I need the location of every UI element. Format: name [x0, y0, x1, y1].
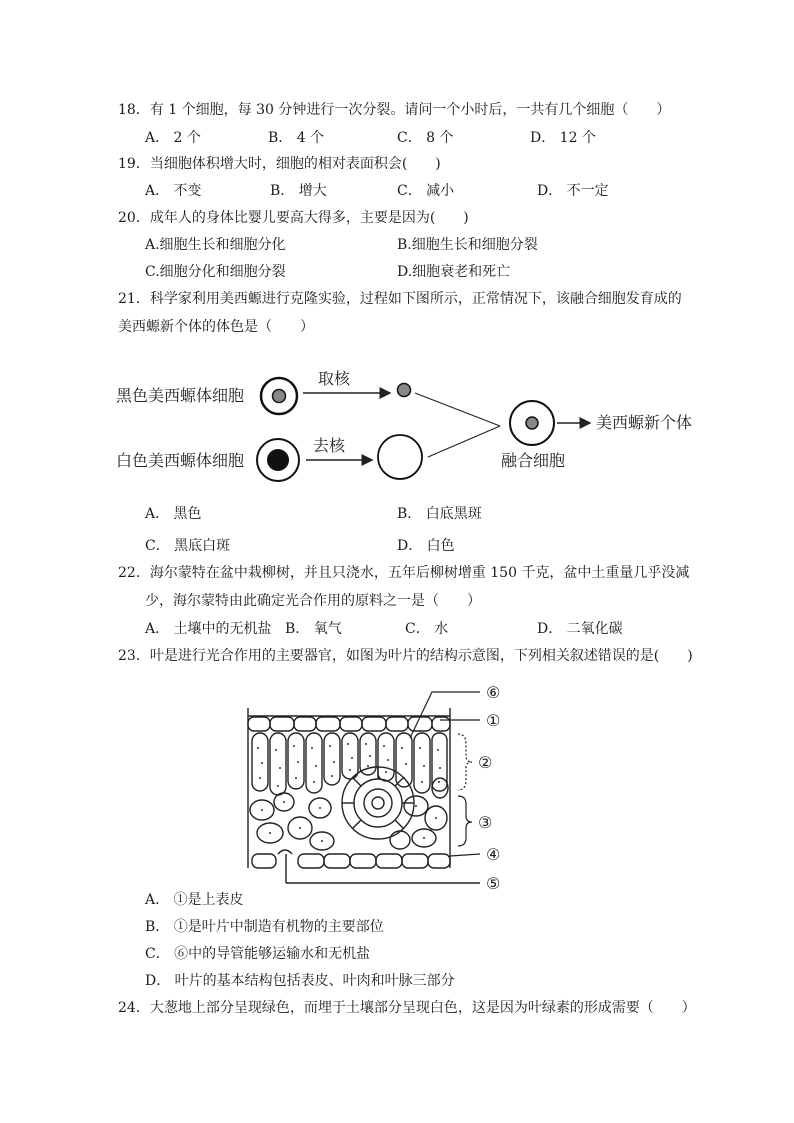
question-23-option-a[interactable]: A． ①是上表皮 — [145, 892, 244, 908]
question-22-option-d[interactable]: D． 二氧化碳 — [537, 621, 623, 637]
black-cell-label: 黑色美西螈体细胞 — [116, 386, 245, 405]
question-19-option-a[interactable]: A． 不变 — [145, 183, 202, 199]
leaf-structure-diagram — [240, 678, 520, 908]
question-20-option-a[interactable]: A.细胞生长和细胞分化 — [145, 237, 286, 253]
label-2: ② — [478, 753, 493, 772]
clone-diagram — [110, 360, 710, 490]
question-23-option-c[interactable]: C． ⑥中的导管能够运输水和无机盐 — [145, 946, 371, 962]
question-18-option-a[interactable]: A． 2 个 — [145, 130, 201, 146]
question-23-stem: 23．叶是进行光合作用的主要器官，如图为叶片的结构示意图，下列相关叙述错误的是( ) — [118, 648, 693, 664]
merge-line-top — [415, 393, 500, 426]
question-22-option-a[interactable]: A． 土壤中的无机盐 — [145, 621, 272, 637]
leaf-cross-section — [248, 708, 480, 883]
question-22-option-c[interactable]: C． 水 — [405, 621, 449, 637]
question-21-option-d[interactable]: D． 白色 — [397, 538, 455, 554]
question-23-option-d[interactable]: D． 叶片的基本结构包括表皮、叶肉和叶脉三部分 — [145, 973, 455, 989]
fused-cell — [510, 401, 554, 445]
remove-nucleus-label: 去核 — [313, 436, 346, 455]
question-21-option-a[interactable]: A． 黑色 — [145, 506, 202, 522]
question-20-option-d[interactable]: D.细胞衰老和死亡 — [397, 264, 511, 280]
question-18-option-d[interactable]: D． 12 个 — [530, 130, 596, 146]
enucleated-cell — [378, 435, 422, 479]
question-21-option-b[interactable]: B． 白底黑斑 — [397, 506, 482, 522]
label-5: ⑤ — [486, 874, 501, 893]
question-20-option-c[interactable]: C.细胞分化和细胞分裂 — [145, 264, 286, 280]
question-21-stem-line1: 21．科学家利用美西螈进行克隆实验，过程如下图所示，正常情况下，该融合细胞发育成的 — [118, 291, 682, 307]
question-20-stem: 20．成年人的身体比婴儿要高大得多，主要是因为( ) — [118, 210, 469, 226]
fused-cell-label: 融合细胞 — [501, 451, 566, 470]
extracted-nucleus — [398, 384, 411, 397]
white-cell-label: 白色美西螈体细胞 — [116, 451, 245, 470]
spongy-tissue — [250, 778, 448, 850]
label-6: ⑥ — [486, 683, 501, 702]
question-18-option-b[interactable]: B． 4 个 — [268, 130, 325, 146]
label-4: ④ — [486, 845, 501, 864]
question-19-option-d[interactable]: D． 不一定 — [537, 183, 609, 199]
label-3: ③ — [478, 813, 493, 832]
label-1: ① — [486, 711, 501, 730]
question-22-stem-line1: 22．海尔蒙特在盆中栽柳树，并且只浇水，五年后柳树增重 150 千克，盆中土重量几乎没减 — [118, 565, 690, 581]
question-19-stem: 19．当细胞体积增大时，细胞的相对表面积会( ) — [118, 156, 441, 172]
palisade-tissue — [252, 733, 447, 795]
new-individual-label: 美西螈新个体 — [596, 413, 693, 432]
question-18-stem: 18．有 1 个细胞，每 30 分钟进行一次分裂。请问一个小时后，一共有几个细胞（ ） — [118, 102, 671, 118]
question-22-option-b[interactable]: B． 氧气 — [285, 621, 342, 637]
question-20-option-b[interactable]: B.细胞生长和细胞分裂 — [397, 237, 538, 253]
merge-line-bottom — [428, 426, 500, 457]
question-19-option-c[interactable]: C． 减小 — [397, 183, 455, 199]
question-21-stem-line2: 美西螈新个体的体色是（ ） — [118, 319, 314, 335]
black-body-cell — [261, 378, 297, 414]
question-22-stem-line2: 少，海尔蒙特由此确定光合作用的原料之一是（ ） — [145, 593, 481, 609]
take-nucleus-label: 取核 — [318, 369, 351, 388]
question-21-option-c[interactable]: C． 黑底白斑 — [145, 538, 231, 554]
question-18-option-c[interactable]: C． 8 个 — [397, 130, 454, 146]
lower-epidermis — [252, 854, 450, 868]
white-body-cell — [257, 439, 299, 481]
question-24-stem: 24．大葱地上部分呈现绿色，而埋于土壤部分呈现白色，这是因为叶绿素的形成需要（ ） — [118, 1000, 696, 1016]
leaf-part-labels — [478, 683, 500, 893]
question-23-option-b[interactable]: B． ①是叶片中制造有机物的主要部位 — [145, 919, 384, 935]
question-19-option-b[interactable]: B． 增大 — [270, 183, 327, 199]
